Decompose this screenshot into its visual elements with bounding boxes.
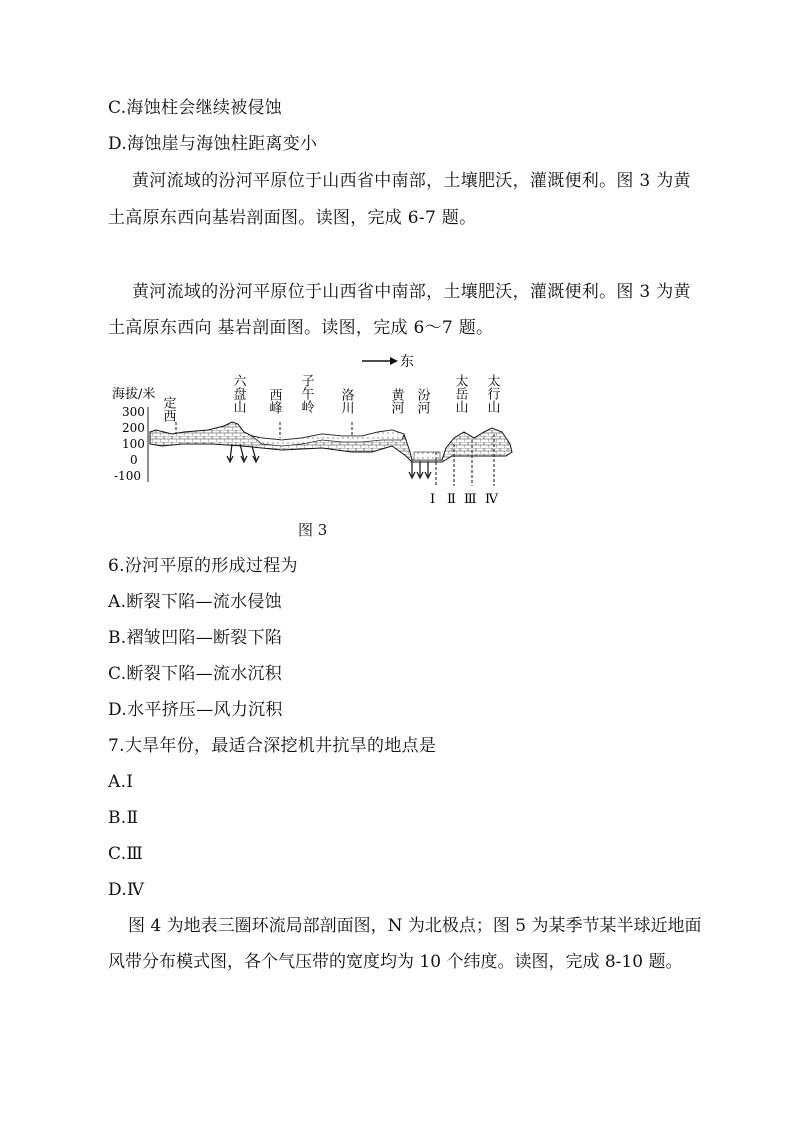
question-6-option-a: A.断裂下陷—流水侵蚀 [108,592,282,612]
question-7-option-c: C.Ⅲ [108,844,144,864]
question-6-option-c: C.断裂下陷—流水沉积 [108,664,283,684]
y-tick-200: 200 [122,421,145,435]
label-ziwuling: 子午岭 [298,374,314,413]
y-tick-300: 300 [122,405,145,419]
y-tick-100: 100 [122,437,145,451]
site-label-3: Ⅲ [464,492,477,507]
question-7-option-d: D.Ⅳ [108,880,145,900]
east-arrowhead-icon [390,357,398,365]
intro-paragraph-2a: 黄河流域的汾河平原位于山西省中南部，土壤肥沃，灌溉便利。图 3 为黄 [132,282,691,302]
intro-paragraph-1a: 黄河流域的汾河平原位于山西省中南部，土壤肥沃，灌溉便利。图 3 为黄 [132,171,691,191]
y-axis-label: 海拔/米 [112,387,156,402]
intro-paragraph-1b: 土高原东西向基岩剖面图。读图，完成 6-7 题。 [108,208,477,228]
site-label-1: Ⅰ [430,492,436,507]
direction-label: 东 [400,354,414,370]
fault-arrows-east [409,462,431,478]
place-labels [161,373,501,422]
intro-paragraph-2b: 土高原东西向 基岩剖面图。读图，完成 6～7 题。 [108,318,494,338]
question-6: 6.汾河平原的形成过程为 [108,556,298,576]
site-labels [430,492,499,507]
figure-caption: 图 3 [298,521,328,539]
bedrock-profile-figure [112,352,520,512]
label-luochuan: 洛川 [338,388,354,414]
site-label-4: Ⅳ [485,492,498,507]
label-dingxi: 定西 [160,396,176,422]
option-c-prev: C.海蚀柱会继续被侵蚀 [108,98,283,118]
option-d-prev: D.海蚀崖与海蚀柱距离变小 [108,134,318,154]
y-tick-0: 0 [130,453,138,467]
question-6-option-b: B.褶皱凹陷—断裂下陷 [108,628,283,648]
intro-paragraph-3b: 风带分布模式图，各个气压带的宽度均为 10 个纬度。读图，完成 8-10 题。 [108,952,683,972]
label-taihangshan: 太行山 [484,374,500,413]
y-tick-minus100: -100 [114,469,141,483]
label-liupanshan: 六盘山 [230,374,246,413]
question-6-option-d: D.水平挤压—风力沉积 [108,700,283,720]
label-taiyueshan: 太岳山 [452,374,468,413]
label-xifeng: 西峰 [266,388,282,414]
label-huanghe: 黄河 [388,388,404,414]
intro-paragraph-3a: 图 4 为地表三圈环流局部剖面图，N 为北极点；图 5 为某季节某半球近地面 [128,916,702,936]
bedrock-body [150,422,512,462]
question-7: 7.大旱年份，最适合深挖机井抗旱的地点是 [108,736,437,756]
label-fenhe: 汾河 [414,388,430,414]
question-7-option-b: B.Ⅱ [108,808,139,828]
site-label-2: Ⅱ [447,492,456,507]
question-7-option-a: A.Ⅰ [108,772,134,792]
